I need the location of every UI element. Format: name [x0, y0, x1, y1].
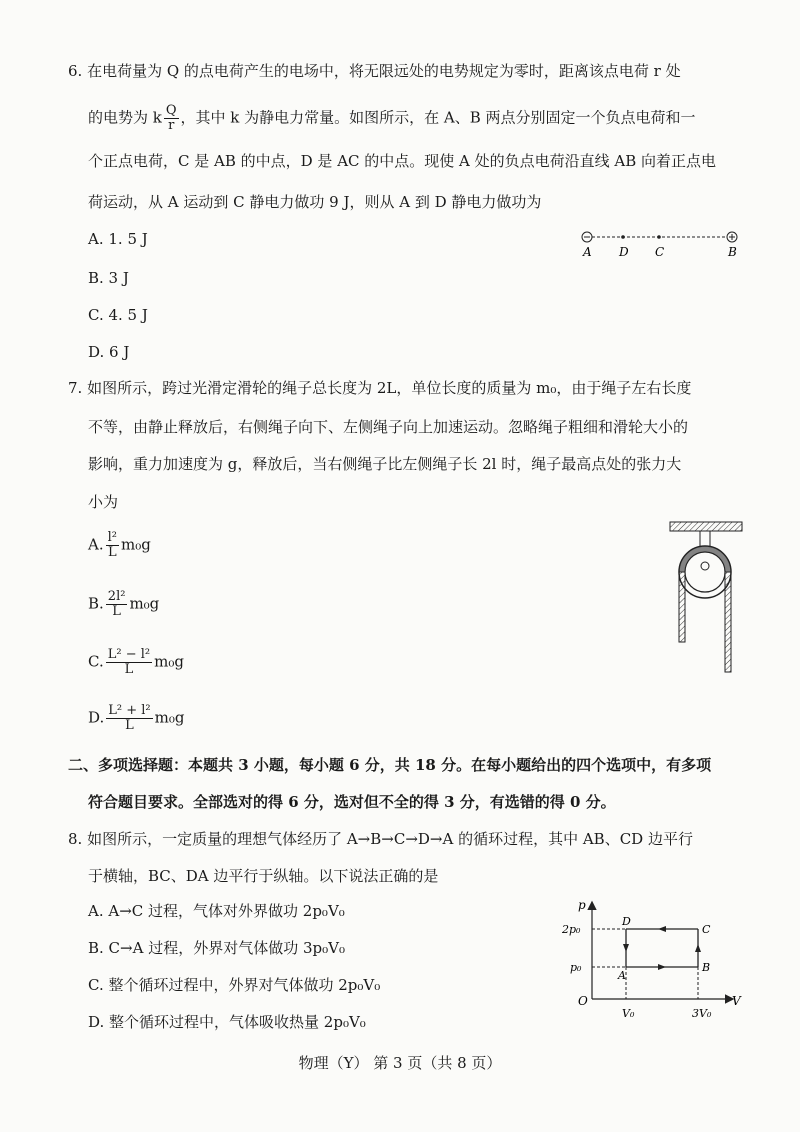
q6-fraction — [164, 104, 179, 133]
q8-pv-diagram — [560, 895, 750, 1025]
q6-fraction-num: Q — [165, 103, 177, 118]
label-b: B — [728, 245, 737, 259]
q7-option-c-frac — [106, 648, 152, 677]
q7-option-a-tail: m₀g — [120, 535, 151, 554]
q7-option-b-tail: m₀g — [129, 594, 160, 613]
q7-option-b-frac — [106, 590, 128, 619]
ceiling-mount — [670, 522, 742, 531]
q7-option-d-num: L² + l² — [108, 703, 151, 718]
section2-line-1: 二、多项选择题：本题共 3 小题，每小题 6 分，共 18 分。在每小题给出的四个选项中，有多项 — [68, 756, 712, 774]
point-a-label: A — [618, 969, 626, 982]
tick-2p0: 2p₀ — [562, 923, 581, 936]
q6-fraction-den: r — [168, 118, 175, 133]
q7-line-1: 7. 如图所示，跨过光滑定滑轮的绳子总长度为 2L，单位长度的质量为 m₀，由于绳子左右长度 — [68, 379, 692, 397]
origin-label: O — [578, 994, 588, 1008]
q7-option-a-den: L — [107, 545, 117, 560]
q7-option-c-tail: m₀g — [154, 652, 184, 671]
q7-option-c — [88, 648, 184, 677]
point-c-label: C — [702, 923, 711, 936]
q7-option-d-tail: m₀g — [154, 708, 185, 727]
q8-line-2: 于横轴，BC、DA 边平行于纵轴。以下说法正确的是 — [88, 867, 439, 885]
label-a: A — [583, 245, 592, 259]
arrow-ab-icon — [658, 964, 666, 970]
arrow-bc-icon — [695, 944, 701, 952]
point-b-label: B — [702, 961, 711, 974]
q6-option-a: A. 1. 5 J — [88, 230, 148, 248]
tick-p0: p₀ — [570, 961, 582, 974]
q6-line-3: 个正点电荷，C 是 AB 的中点，D 是 AC 的中点。现使 A 处的负点电荷沿直线 AB 向着正点电 — [88, 152, 717, 170]
q6-charge-line-figure — [575, 225, 745, 260]
q6-line-1: 6. 在电荷量为 Q 的点电荷产生的电场中，将无限远处的电势规定为零时，距离该点电荷 r 处 — [68, 62, 681, 80]
q7-option-a-label: A. — [88, 535, 104, 554]
left-rope — [679, 572, 685, 642]
right-rope — [725, 572, 731, 672]
page-footer: 物理（Y） 第 3 页（共 8 页） — [298, 1054, 502, 1072]
q7-option-c-label: C. — [88, 652, 104, 671]
tick-v0: V₀ — [622, 1007, 635, 1020]
point-d-label: D — [622, 915, 631, 928]
q6-line-4: 荷运动，从 A 运动到 C 静电力做功 9 J，则从 A 到 D 静电力做功为 — [88, 193, 542, 211]
label-d: D — [619, 245, 629, 259]
q7-option-d — [88, 704, 184, 733]
q8-option-b: B. C→A 过程，外界对气体做功 3p₀V₀ — [88, 939, 345, 957]
point-c-dot — [657, 235, 661, 239]
p-axis-label: p — [578, 898, 586, 912]
q6-option-b: B. 3 J — [88, 269, 129, 287]
pulley-pin — [701, 562, 709, 570]
q7-option-a-num: l² — [107, 530, 117, 545]
point-d-dot — [621, 235, 625, 239]
q7-option-b-label: B. — [88, 594, 104, 613]
q7-option-d-label: D. — [88, 708, 105, 727]
section2-line-2: 符合题目要求。全部选对的得 6 分，选对但不全的得 3 分，有选错的得 0 分。 — [88, 793, 616, 811]
q7-line-2: 不等，由静止释放后，右侧绳子向下、左侧绳子向上加速运动。忽略绳子粗细和滑轮大小的 — [88, 418, 689, 436]
q7-pulley-figure — [666, 520, 746, 680]
v-axis-label: V — [732, 994, 741, 1008]
q8-line-1: 8. 如图所示，一定质量的理想气体经历了 A→B→C→D→A 的循环过程，其中 AB、CD 边平行 — [68, 830, 693, 848]
q7-line-3: 影响，重力加速度为 g，释放后，当右侧绳子比左侧绳子长 2l 时，绳子最高点处的张力大 — [88, 455, 682, 473]
q6-line-2-pre: 的电势为 k — [88, 108, 162, 127]
q7-line-4: 小为 — [88, 493, 119, 511]
q8-option-c: C. 整个循环过程中，外界对气体做功 2p₀V₀ — [88, 976, 381, 994]
q6-option-d: D. 6 J — [88, 343, 130, 361]
q7-option-a — [88, 531, 151, 560]
q7-option-b-num: 2l² — [107, 589, 126, 604]
q7-option-d-den: L — [125, 718, 134, 733]
label-c: C — [655, 245, 665, 259]
pulley-inner-icon — [685, 552, 725, 592]
q7-option-b — [88, 590, 159, 619]
q7-option-b-den: L — [112, 604, 121, 619]
q8-option-a: A. A→C 过程，气体对外界做功 2p₀V₀ — [88, 902, 345, 920]
q6-option-c: C. 4. 5 J — [88, 306, 148, 324]
q7-option-d-frac — [106, 704, 152, 733]
q7-option-a-frac — [106, 531, 119, 560]
q6-line-2 — [88, 104, 696, 133]
tick-3v0: 3V₀ — [692, 1007, 712, 1020]
arrow-da-icon — [623, 944, 629, 952]
q8-option-d: D. 整个循环过程中，气体吸收热量 2p₀V₀ — [88, 1013, 366, 1031]
arrow-cd-icon — [658, 926, 666, 932]
q7-option-c-den: L — [124, 662, 134, 677]
q6-line-2-post: ，其中 k 为静电力常量。如图所示，在 A、B 两点分别固定一个负点电荷和一 — [180, 108, 696, 127]
q7-option-c-num: L² − l² — [107, 647, 151, 662]
